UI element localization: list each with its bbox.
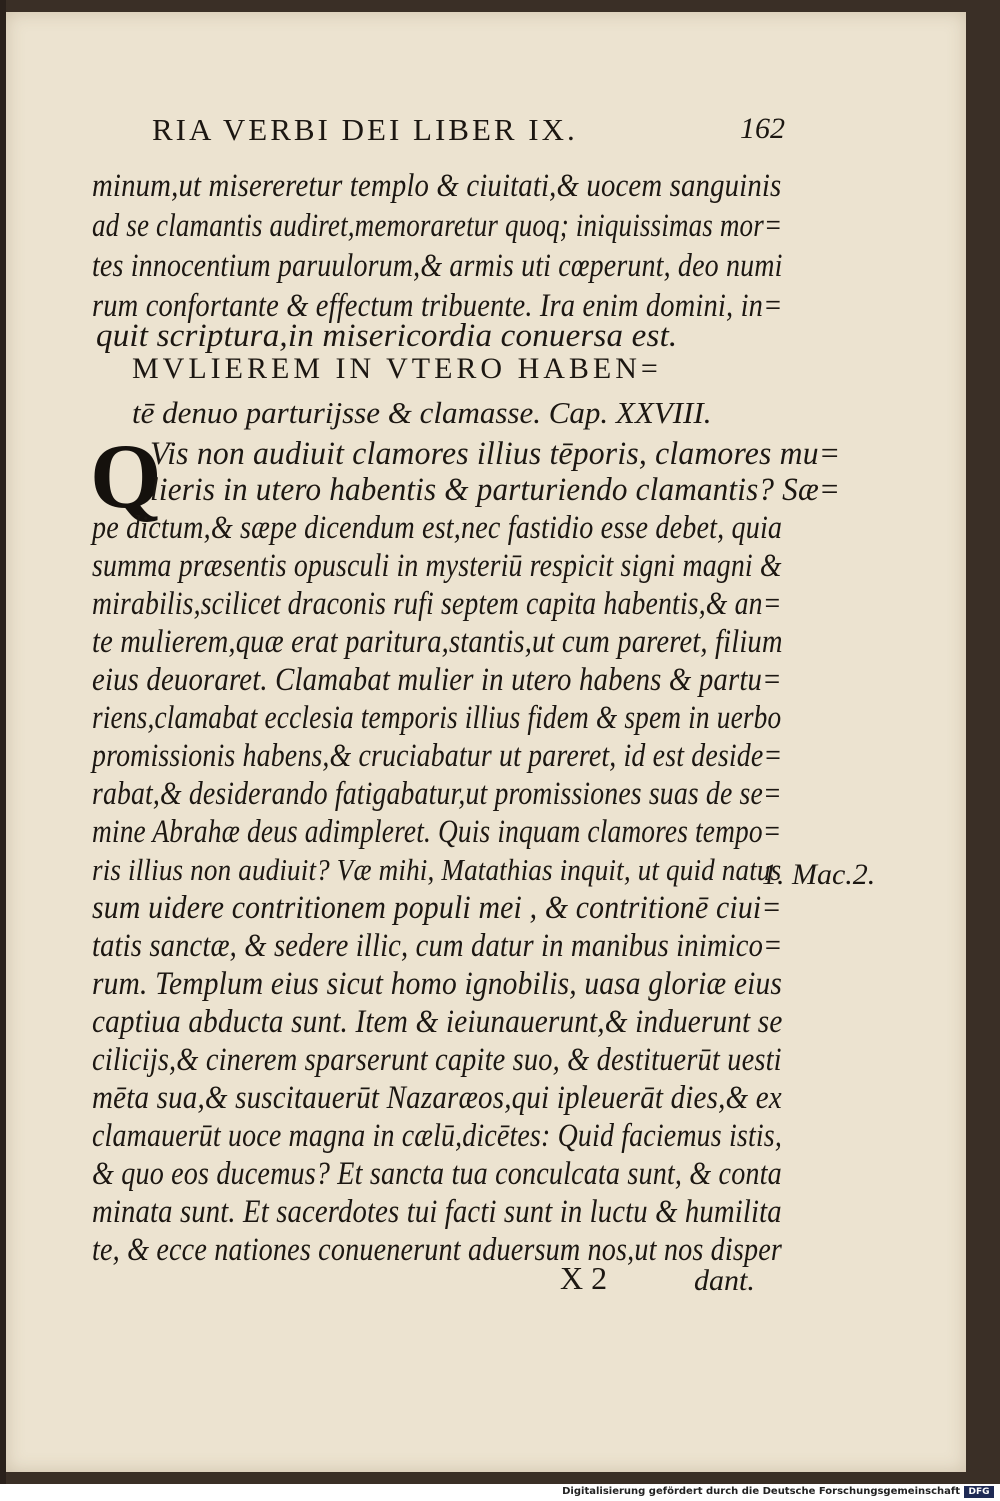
text-line: mēta sua,& suscitauerūt Nazaræos,qui ipleuerāt dies,& ex [92,1080,782,1116]
text-line: clamauerūt uoce magna in cælū,dicētes: Quid faciemus istis, [92,1118,782,1154]
text-line: rum. Templum eius sicut homo ignobilis, uasa gloriæ eius [92,966,783,1002]
funding-credit: Digitalisierung gefördert durch die Deutsche Forschungsgemeinschaft [562,1486,960,1497]
running-head: RIA VERBI DEI LIBER IX. [152,112,578,147]
text-line: lieris in utero habentis & parturiendo clamantis? Sæ= [150,472,841,508]
text-line: tes innocentium paruulorum,& armis uti cœperunt, deo numi [92,248,783,284]
text-line: pe dictum,& sæpe dicendum est,nec fastidio esse debet, quia [92,510,783,546]
text-line: ris illius non audiuit? Væ mihi, Matathias inquit, ut quid natus [92,852,782,887]
signature-mark: X 2 [560,1260,608,1296]
text-line: rum confortante & effectum tribuente. Ira enim domini, in= [92,288,783,324]
dfg-logo: DFG [964,1486,994,1498]
text-line: promissionis habens,& cruciabatur ut pareret, id est deside= [92,738,783,774]
text-line: te mulierem,quæ erat paritura,stantis,ut cum pareret, filium [92,624,783,660]
text-line: te, & ecce nationes conuenerunt aduersum nos,ut nos disper [92,1232,783,1268]
chapter-heading: MVLIEREM IN VTERO HABEN= [132,352,662,385]
folio-number: 162 [740,112,785,145]
text-line: summa præsentis opusculi in mysteriū respicit signi magni & [92,548,782,584]
chapter-subheading: tē denuo parturijsse & clamasse. Cap. XXVIII. [132,395,712,430]
text-line: minata sunt. Et sacerdotes tui facti sunt in luctu & humilita [92,1194,782,1230]
text-line: cilicijs,& cinerem sparserunt capite suo, & destituerūt uesti [92,1042,782,1078]
text-line: Vis non audiuit clamores illius tēporis, clamores mu= [150,436,841,472]
text-line: quit scriptura,in misericordia conuersa est. [96,318,678,354]
text-line: rabat,& desiderando fatigabatur,ut promissiones suas de se= [92,776,782,812]
text-line: & quo eos ducemus? Et sancta tua conculcata sunt, & conta [92,1156,782,1192]
text-line: tatis sanctæ, & sedere illic, cum datur in manibus inimico= [92,928,783,964]
text-line: captiua abducta sunt. Item & ieiunauerunt,& induerunt se [92,1004,783,1040]
text-line: eius deuoraret. Clamabat mulier in utero habens & partu= [92,662,782,698]
drop-cap-initial: Q [90,425,162,527]
text-line: riens,clamabat ecclesia temporis illius fidem & spem in uerbo [92,700,782,736]
text-line: sum uidere contritionem populi mei , & contritionē ciui= [92,890,782,926]
text-line: mine Abrahæ deus adimpleret. Quis inquam clamores tempo= [92,814,782,850]
text-line: ad se clamantis audiret,memoraretur quoq; iniquissimas mor= [92,208,783,244]
catchword: dant. [694,1264,755,1297]
text-line: minum,ut misereretur templo & ciuitati,& uocem sanguinis [92,168,782,204]
margin-note: 1. Mac.2. [762,858,876,891]
text-line: mirabilis,scilicet draconis rufi septem capita habentis,& an= [92,586,782,622]
